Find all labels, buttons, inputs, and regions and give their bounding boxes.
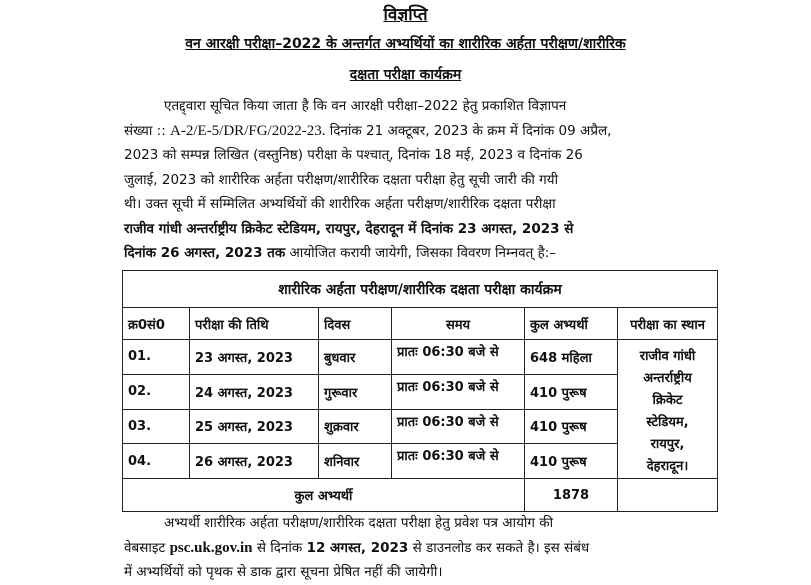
cell-day: बुधवार xyxy=(319,340,392,375)
venue-line: राजीव गांधी xyxy=(639,349,696,364)
venue-line: क्रिकेट xyxy=(652,393,683,408)
venue-line: रायपुर, xyxy=(650,437,685,452)
header-time: समय xyxy=(392,308,525,340)
cell-time: प्रातः 06:30 बजे से xyxy=(392,374,525,409)
cell-count: 410 पुरूष xyxy=(525,444,618,479)
intro-line-1: एतद्द्वारा सूचित किया जाता है कि वन आरक्षी परीक्षा–2022 हेतु प्रकाशित विज्ञापन xyxy=(164,98,567,114)
header-count: कुल अभ्यर्थी xyxy=(525,308,618,340)
header-day: दिवस xyxy=(319,308,392,340)
cell-serial: 01. xyxy=(123,340,190,375)
cell-time: प्रातः 06:30 बजे से xyxy=(392,444,525,479)
header-date: परीक्षा की तिथि xyxy=(190,308,319,340)
notice-heading: विज्ञप्ति xyxy=(383,5,428,25)
intro-line-3: 2023 को सम्पन्न लिखित (वस्तुनिष्ठ) परीक्षा के पश्चात्, दिनांक 18 मई, 2023 व दिनांक 26 xyxy=(124,147,583,163)
cell-date: 24 अगस्त, 2023 xyxy=(190,374,319,409)
table-header-row xyxy=(123,308,718,340)
schedule-table xyxy=(122,270,718,512)
header-venue: परीक्षा का स्थान xyxy=(618,308,718,340)
intro-line-4: जुलाई, 2023 को शारीरिक अर्हता परीक्षण/शारीरिक दक्षता परीक्षा हेतु सूची जारी की गयी xyxy=(124,171,559,188)
cell-day: शनिवार xyxy=(319,444,392,479)
total-label: कुल अभ्यर्थी xyxy=(123,479,525,512)
cell-time: प्रातः 06:30 बजे से xyxy=(392,340,525,375)
cell-count: 648 महिला xyxy=(525,340,618,375)
table-total-row xyxy=(123,479,718,512)
notice-subheading-line1: वन आरक्षी परीक्षा–2022 के अन्तर्गत अभ्यर्थियों का शारीरिक अर्हता परीक्षण/शारीरिक xyxy=(185,36,626,52)
cell-time: प्रातः 06:30 बजे से xyxy=(392,409,525,444)
total-value: 1878 xyxy=(525,479,618,512)
cell-count: 410 पुरूष xyxy=(525,374,618,409)
admit-card-paragraph xyxy=(124,511,716,585)
intro-line-7: दिनांक 26 अगस्त, 2023 तक आयोजित करायी जायेगी, जिसका विवरण निम्नवत् है:– xyxy=(124,245,557,261)
cell-date: 26 अगस्त, 2023 xyxy=(190,444,319,479)
header-serial: क्र0सं0 xyxy=(123,308,190,340)
schedule-caption: शारीरिक अर्हता परीक्षण/शारीरिक दक्षता परीक्षा कार्यक्रम xyxy=(123,271,718,308)
intro-paragraph xyxy=(124,94,716,266)
cell-serial: 02. xyxy=(123,374,190,409)
cell-date: 25 अगस्त, 2023 xyxy=(190,409,319,444)
cell-day: गुरूवार xyxy=(319,374,392,409)
intro-line-6: राजीव गांधी अन्तर्राष्ट्रीय क्रिकेट स्टेडियम, रायपुर, देहरादून में दिनांक 23 अगस्त, 2023 से xyxy=(124,220,574,237)
admit-line-1: अभ्यर्थी शारीरिक अर्हता परीक्षण/शारीरिक दक्षता परीक्षा हेतु प्रवेश पत्र आयोग की xyxy=(164,515,554,531)
website-link[interactable]: psc.uk.gov.in xyxy=(169,539,253,556)
cell-serial: 03. xyxy=(123,409,190,444)
cell-count: 410 पुरूष xyxy=(525,409,618,444)
venue-line: स्टेडियम, xyxy=(646,415,689,430)
intro-line-2: संख्या :: A-2/E-5/DR/FG/2022-23. दिनांक 21 अक्टूबर, 2023 के क्रम में दिनांक 09 अप्रैल, xyxy=(124,122,612,139)
venue-line: अन्तर्राष्ट्रीय xyxy=(643,371,692,386)
cell-venue xyxy=(618,340,718,479)
total-empty-cell xyxy=(618,479,718,512)
admit-line-2: वेबसाइट psc.uk.gov.in से दिनांक 12 अगस्त, 2023 से डाउनलोड कर सकते है। इस संबंध xyxy=(124,539,590,556)
table-row xyxy=(123,340,718,375)
notice-subheading-line2: दक्षता परीक्षा कार्यक्रम xyxy=(349,67,462,83)
advert-number: A-2/E-5/DR/FG/2022-23. xyxy=(170,122,326,139)
cell-serial: 04. xyxy=(123,444,190,479)
intro-line-5: थी। उक्त सूची में सम्मिलित अभ्यर्थियों की शारीरिक अर्हता परीक्षण/शारीरिक दक्षता परीक्षा xyxy=(124,196,556,212)
venue-line: देहरादून। xyxy=(646,459,689,474)
admit-line-3: में अभ्यर्थियों को पृथक से डाक द्वारा सूचना प्रेषित नहीं की जायेगी। xyxy=(124,564,443,580)
cell-day: शुक्रवार xyxy=(319,409,392,444)
cell-date: 23 अगस्त, 2023 xyxy=(190,340,319,375)
